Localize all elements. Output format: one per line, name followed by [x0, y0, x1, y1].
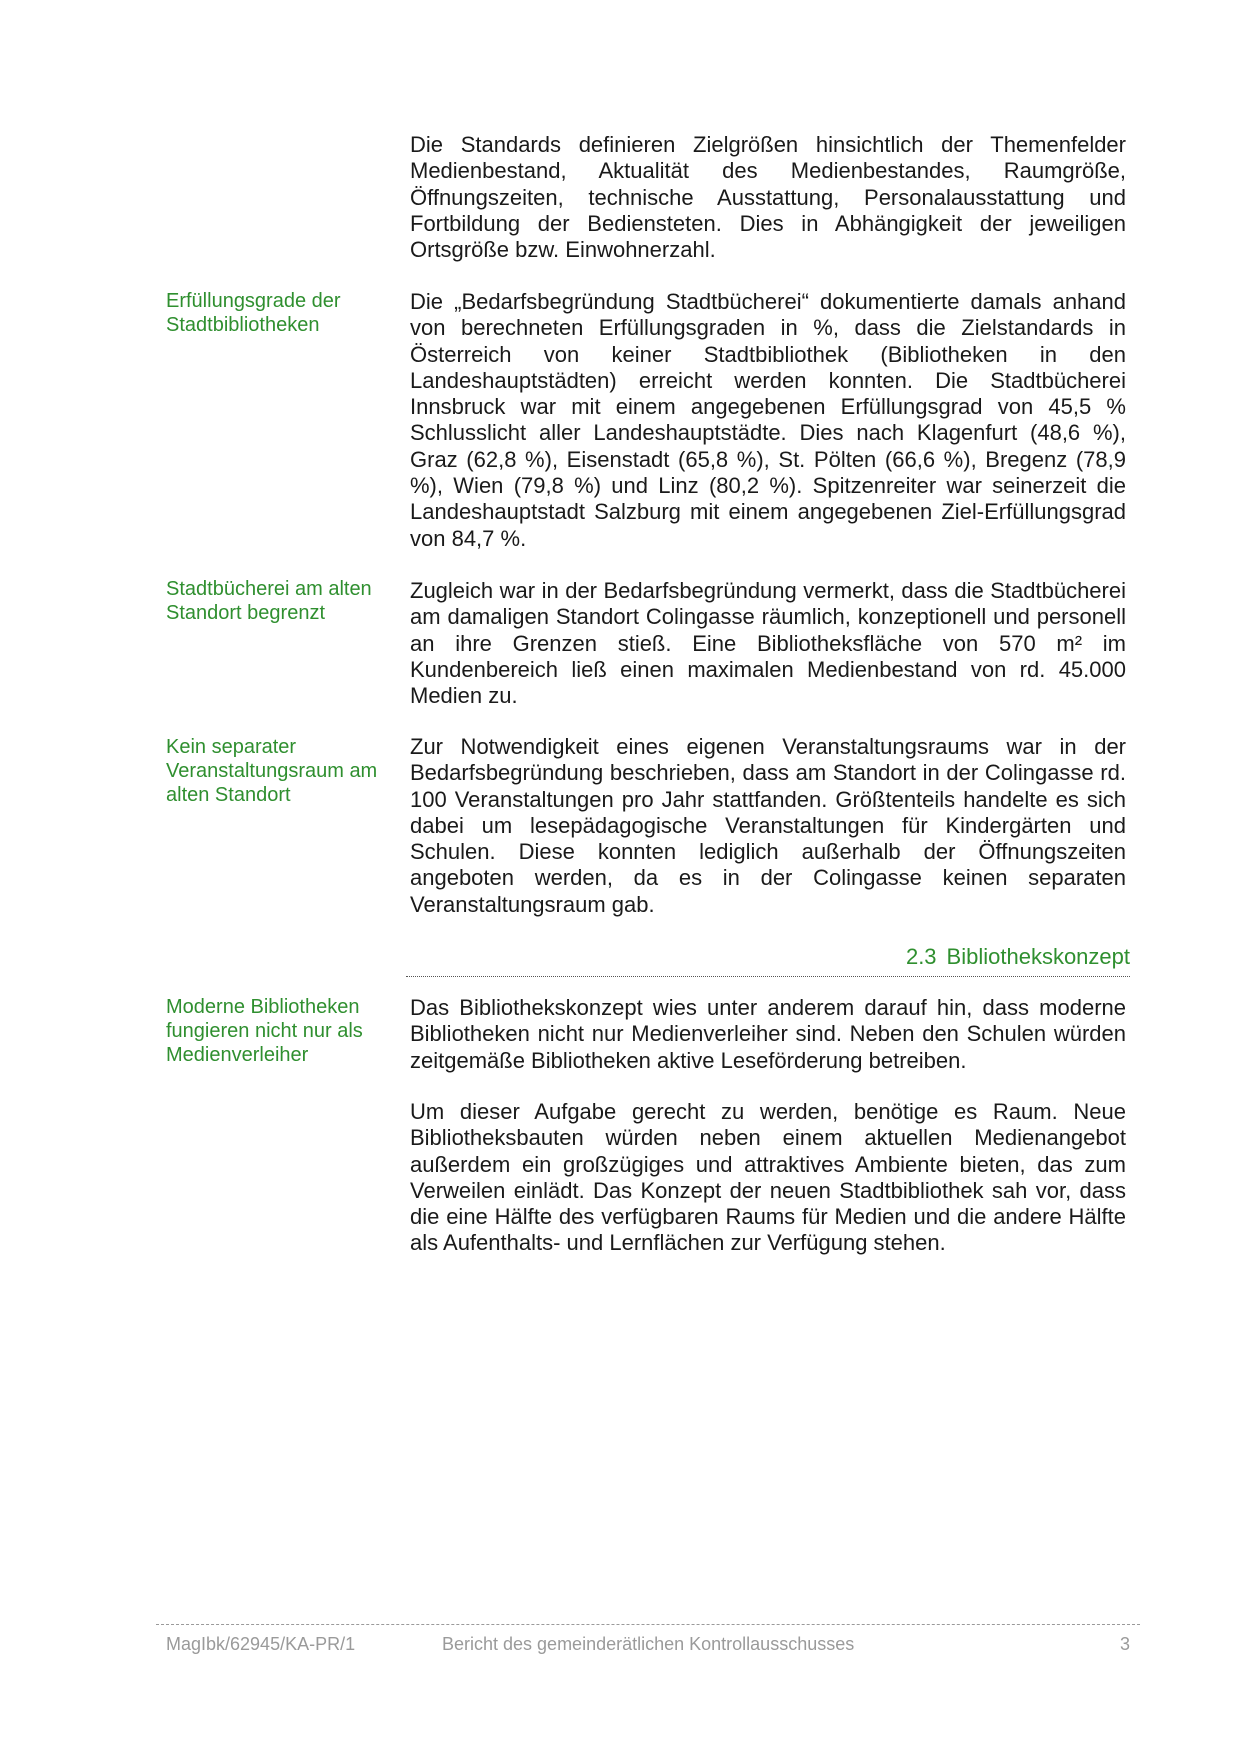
- footer-reference: MagIbk/62945/KA-PR/1: [166, 1634, 356, 1654]
- paragraph-bedarfsbegruendung: Die „Bedarfsbegründung Stadtbücherei“ dokumentierte damals anhand von berechneten Erfüllungsgraden in %, dass die Zielstandards in Österreich von keiner Stadtbibliothek (Bibliotheken in den Landeshauptstädten) erreicht werden konnten. Die Stadtbücherei Innsbruck war mit einem angegebenen Erfüllungsgrad von 45,5 % Schlusslicht aller Landeshauptstädte. Dies nach Klagenfurt (48,6 %), Graz (62,8 %), Eisenstadt (65,8 %), St. Pölten (66,6 %), Bregenz (78,9 %), Wien (79,8 %) und Linz (80,2 %). Spitzenreiter war seinerzeit die Landeshauptstadt Salzburg mit einem angegebenen Ziel-Erfüllungsgrad von 84,7 %.: [410, 289, 1126, 551]
- side-note-alter-standort: Stadtbücherei am alten Standort begrenzt: [166, 578, 372, 624]
- section-title: Bibliothekskonzept: [946, 944, 1130, 969]
- section-number: 2.3: [905, 944, 937, 969]
- paragraph-colingasse-grenzen: Zugleich war in der Bedarfsbegründung vermerkt, dass die Stadtbücherei am damaligen Standort Colingasse räumlich, konzeptionell und personell an ihre Grenzen stieß. Eine Bibliotheksfläche von 570 m² im Kundenbereich ließ einen maximalen Medienbestand von rd. 45.000 Medien zu.: [410, 578, 1126, 709]
- footer-page-number: 3: [1119, 1634, 1130, 1654]
- paragraph-veranstaltungsraum: Zur Notwendigkeit eines eigenen Veranstaltungsraums war in der Bedarfsbegründung beschrieben, dass am Standort in der Colingasse rd. 100 Veranstaltungen pro Jahr stattfanden. Größtenteils handelte es sich dabei um lesepädagogische Veranstaltungen für Kindergärten und Schulen. Diese konnten lediglich außerhalb der Öffnungszeiten angeboten werden, da es in der Colingasse keinen separaten Veranstaltungsraum gab.: [410, 734, 1126, 917]
- side-note-moderne-bibliotheken: Moderne Bibliotheken fungieren nicht nur als Medienverleiher: [166, 996, 363, 1066]
- paragraph-standards: Die Standards definieren Zielgrößen hinsichtlich der Themenfelder Medienbestand, Aktualität des Medienbestandes, Raumgröße, Öffnungszeiten, technische Ausstattung, Personalausstattung und Fortbildung der Bediensteten. Dies in Abhängigkeit der jeweiligen Ortsgröße bzw. Einwohnerzahl.: [410, 132, 1126, 263]
- footer-report-title: Bericht des gemeinderätlichen Kontrollausschusses: [442, 1634, 855, 1654]
- section-heading: [406, 944, 1130, 977]
- footer-divider: [156, 1624, 1140, 1625]
- side-note-erfuellungsgrade: Erfüllungsgrade der Stadtbibliotheken: [166, 290, 341, 336]
- paragraph-raumbedarf: Um dieser Aufgabe gerecht zu werden, benötige es Raum. Neue Bibliotheksbauten würden neben einem aktuellen Medienangebot außerdem ein großzügiges und attraktives Ambiente bieten, das zum Verweilen einlädt. Das Konzept der neuen Stadtbibliothek sah vor, dass die eine Hälfte des verfügbaren Raums für Medien und die andere Hälfte als Aufenthalts- und Lernflächen zur Verfügung stehen.: [410, 1099, 1126, 1256]
- side-note-veranstaltungsraum: Kein separater Veranstaltungsraum am alten Standort: [166, 736, 378, 806]
- paragraph-bibliothekskonzept: Das Bibliothekskonzept wies unter anderem darauf hin, dass moderne Bibliotheken nicht nur Medienverleiher sind. Neben den Schulen würden zeitgemäße Bibliotheken aktive Leseförderung betreiben.: [410, 995, 1126, 1073]
